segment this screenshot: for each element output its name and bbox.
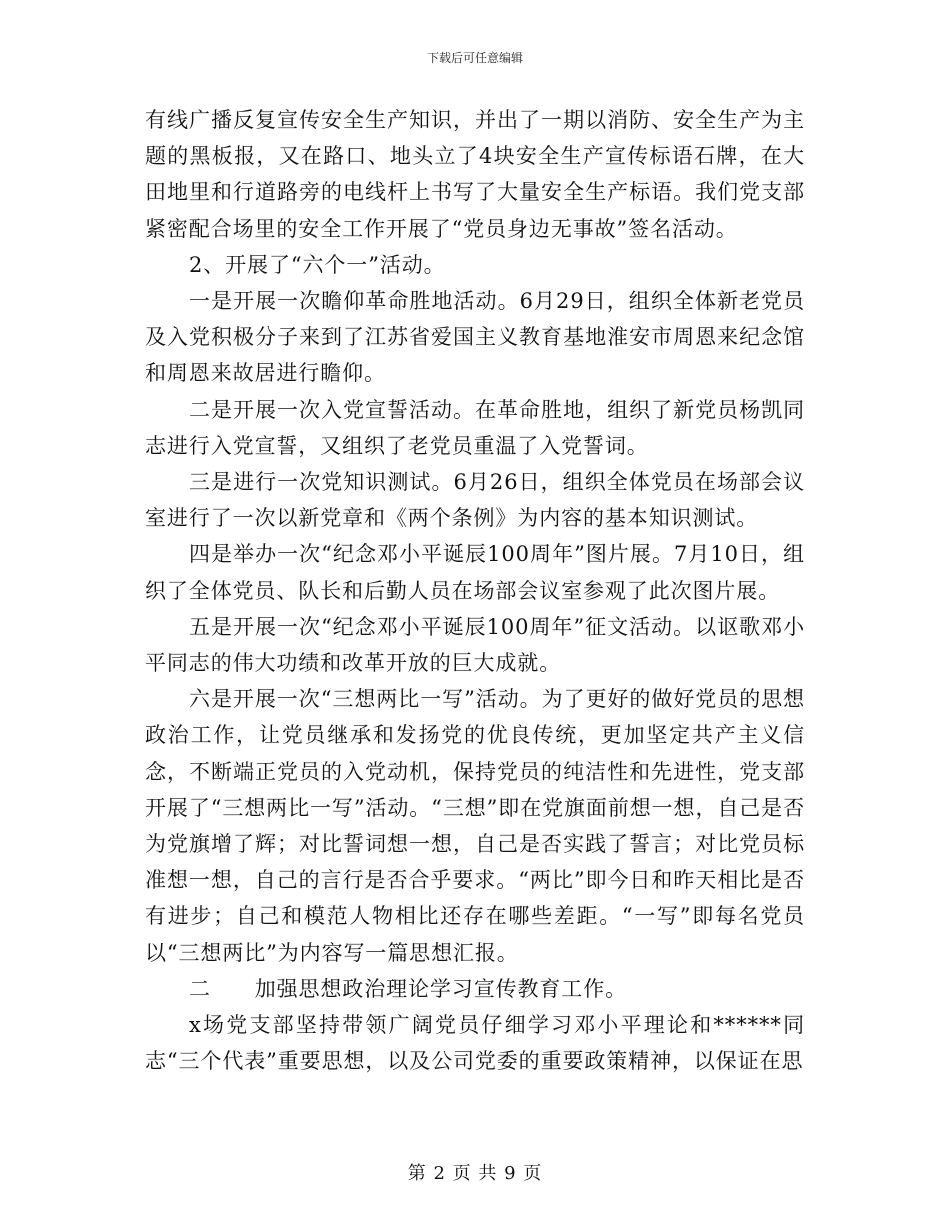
paragraph-7: 五是开展一次“纪念邓小平诞辰100周年”征文活动。以讴歌邓小平同志的伟大功绩和改革开放的巨大成就。 xyxy=(145,614,805,676)
paragraph-8: 六是开展一次“三想两比一写”活动。为了更好的做好党员的思想政治工作，让党员继承和发扬党的优良传统，更加坚定共产主义信念，不断端正党员的入党动机，保持党员的纯洁性和先进性，党支部开展了“三想两比一写”活动。“三想”即在党旗面前想一想，自己是否为党旗增了辉；对比誓词想一想，自己是否实践了誓言；对比党员标准想一想，自己的言行是否合乎要求。“两比”即今日和昨天相比是否有进步；自己和模范人物相比还存在哪些差距。“一写”即每名党员以“三想两比”为内容写一篇思想汇报。 xyxy=(145,687,805,965)
paragraph-4: 二是开展一次入党宣誓活动。在革命胜地，组织了新党员杨凯同志进行入党宣誓，又组织了老党员重温了入党誓词。 xyxy=(145,397,805,458)
paragraph-2: 2、开展了“六个一”活动。 xyxy=(189,252,446,277)
paragraph-5: 三是进行一次党知识测试。6月26日，组织全体党员在场部会议室进行了一次以新党章和《两个条例》为内容的基本知识测试。 xyxy=(145,470,805,531)
page-header: 下载后可任意编辑 xyxy=(426,51,523,65)
paragraph-9: x场党支部坚持带领广阔党员仔细学习邓小平理论和******同志“三个代表”重要思想，以及公司党委的重要政策精神，以保证在思 xyxy=(145,1013,805,1074)
paragraph-3: 一是开展一次瞻仰革命胜地活动。6月29日，组织全体新老党员及入党积极分子来到了江苏省爱国主义教育基地淮安市周恩来纪念馆和周恩来故居进行瞻仰。 xyxy=(145,289,805,386)
document-body xyxy=(145,102,805,1079)
paragraph-6: 四是举办一次“纪念邓小平诞辰100周年”图片展。7月10日，组织了全体党员、队长和后勤人员在场部会议室参观了此次图片展。 xyxy=(145,542,805,603)
page-footer: 第 2 页 共 9 页 xyxy=(407,1163,543,1184)
section-heading: 二 加强思想政治理论学习宣传教育工作。 xyxy=(189,976,627,1001)
paragraph-1: 有线广播反复宣传安全生产知识，并出了一期以消防、安全生产为主题的黑板报，又在路口、地头立了4块安全生产宣传标语石牌，在大田地里和行道路旁的电线杆上书写了大量安全生产标语。我们党支部紧密配合场里的安全工作开展了“党员身边无事故”签名活动。 xyxy=(145,108,805,241)
